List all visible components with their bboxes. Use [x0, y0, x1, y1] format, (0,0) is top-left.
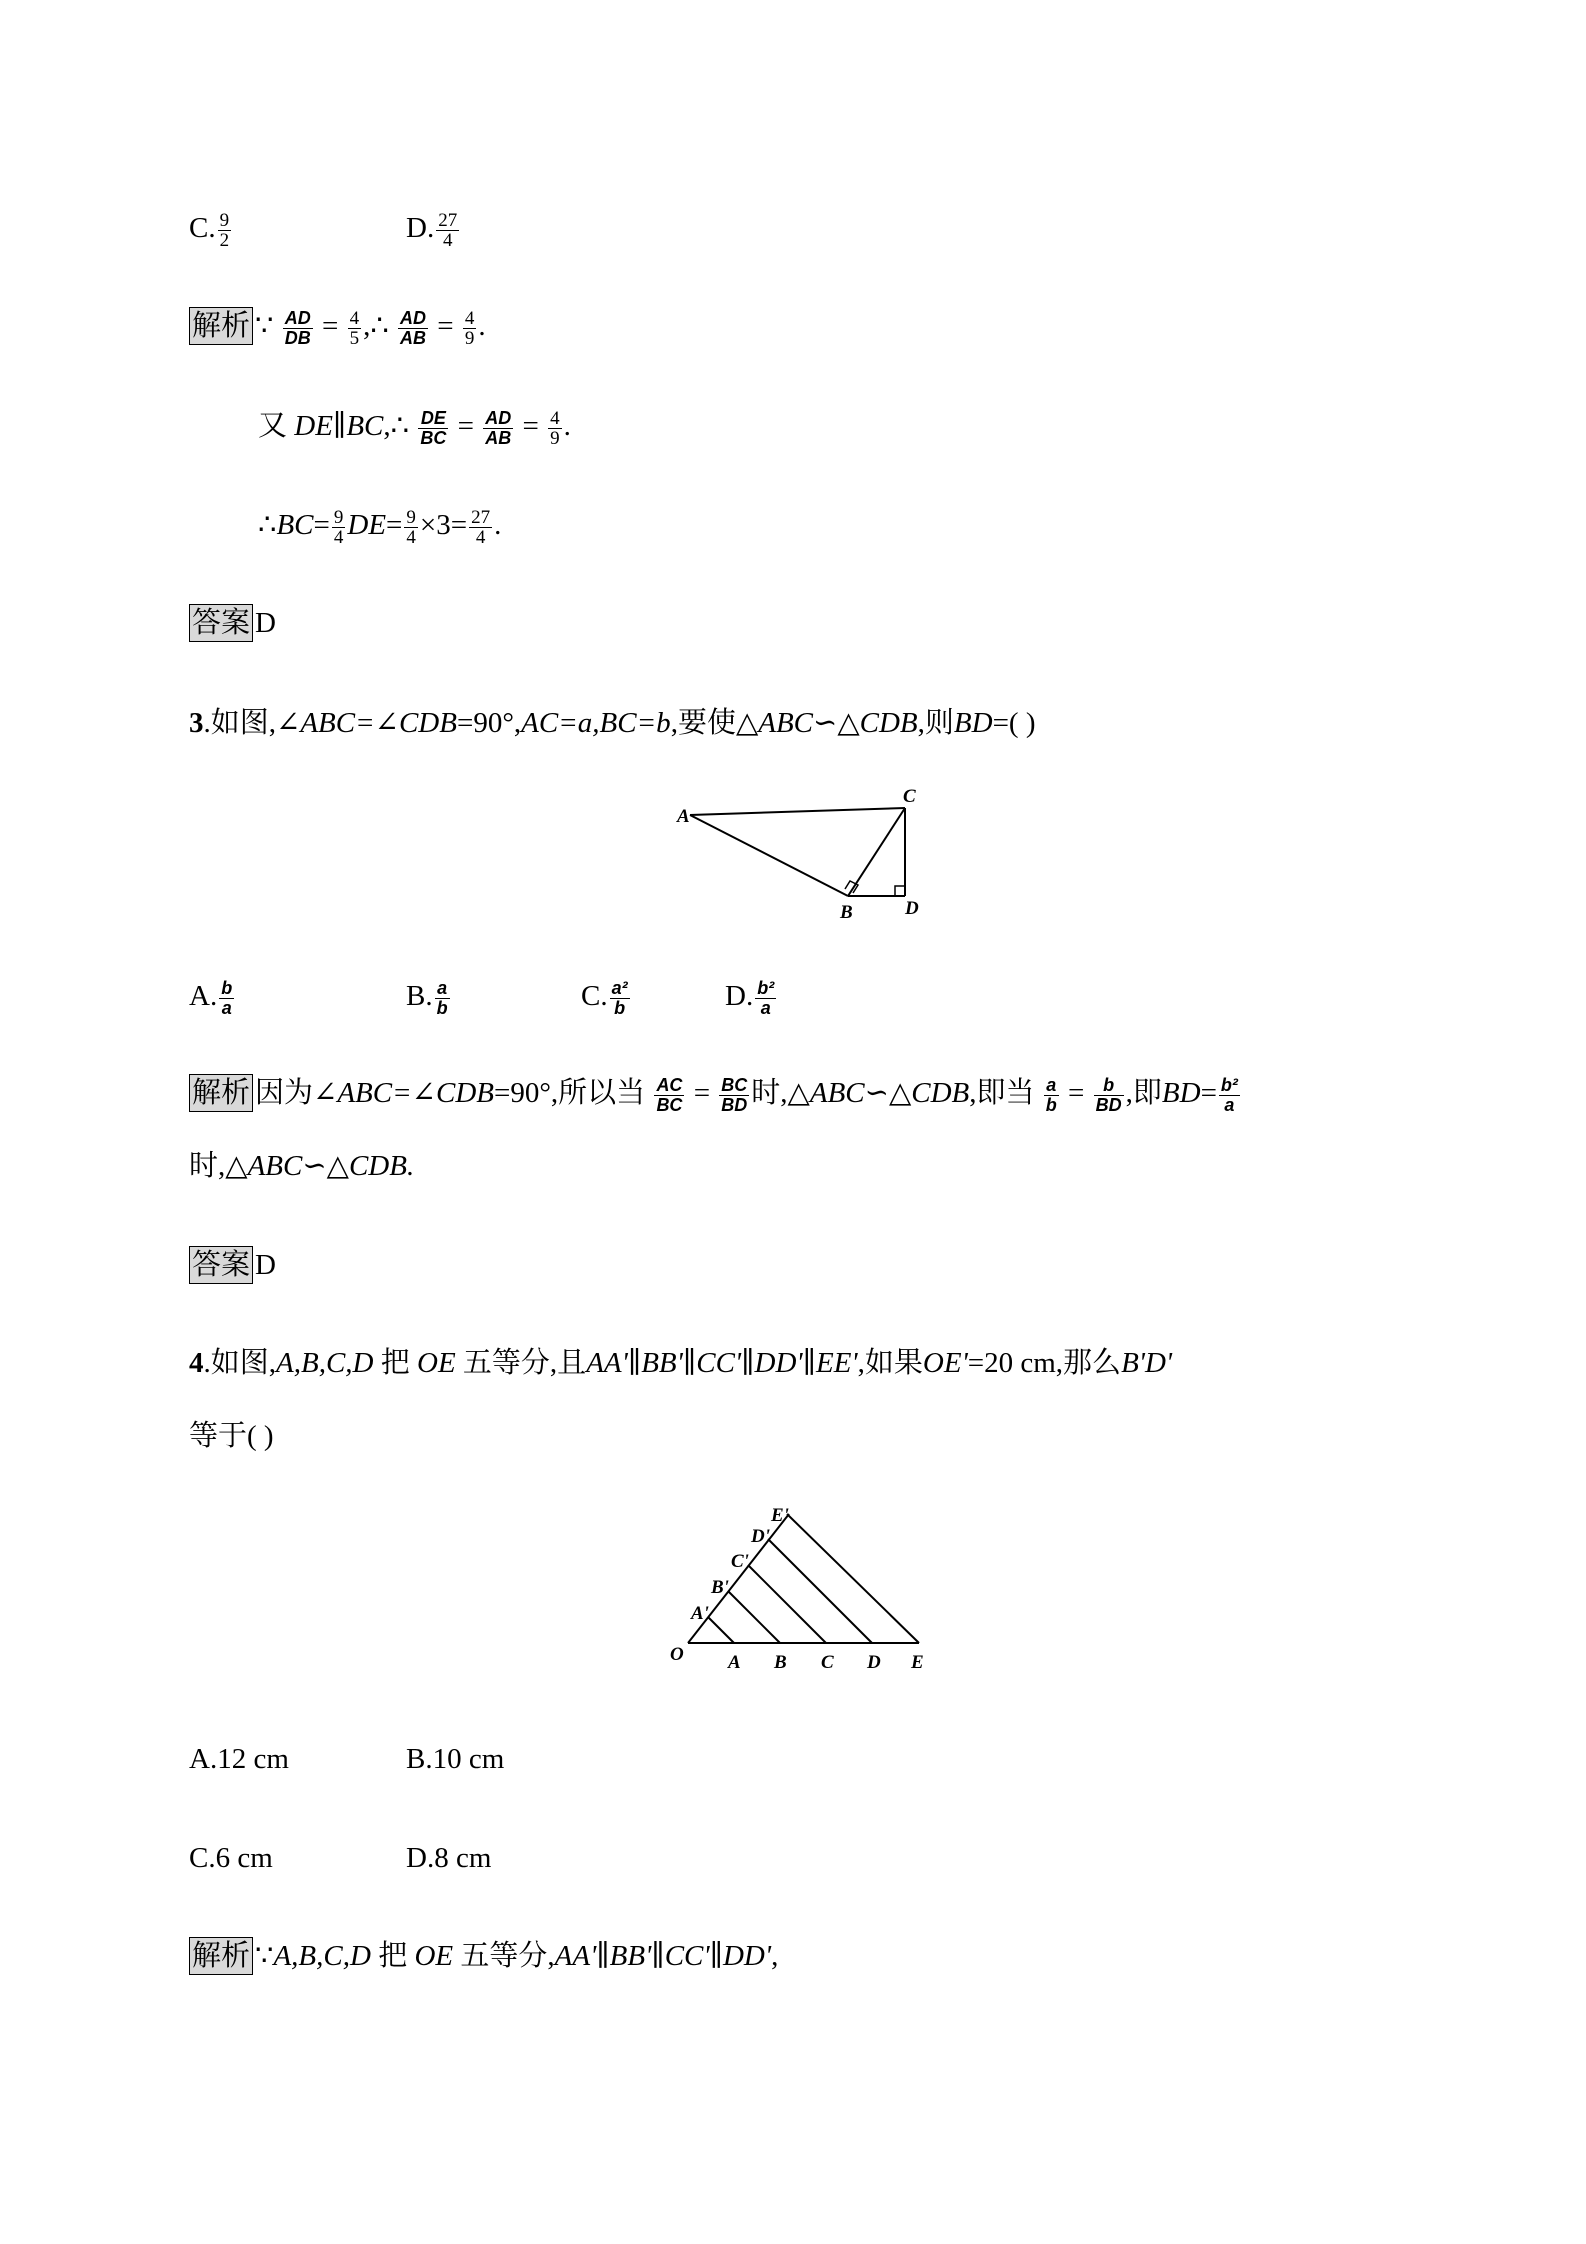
label-c: C [903, 786, 916, 807]
analysis-tag: 解析 [189, 307, 253, 345]
label-e: E [911, 1652, 924, 1673]
parallel-dd1 [768, 1539, 872, 1643]
option-b-q3: B. $\frac{a}{b}$ [406, 977, 448, 1018]
parallel-aa1 [708, 1617, 734, 1643]
fraction: $\frac{27}{4}$ [438, 209, 458, 251]
fraction: $\frac{b}{a}$ [221, 977, 233, 1018]
solution-4-line-1: 解析 ∵A,B,C,D 把 OE 五等分,AA'∥BB'∥CC'∥DD', [189, 1936, 778, 1976]
fraction: $\frac{4}{5}$ [349, 307, 360, 349]
question-4-line-1: 4.如图,A,B,C,D 把 OE 五等分,且AA'∥BB'∥CC'∥DD'∥EE',如果OE'=20 cm,那么B'D' [189, 1347, 1173, 1379]
fraction: $\frac{9}{4}$ [333, 506, 344, 548]
fraction: $\frac{a}{b}$ [436, 977, 448, 1018]
analysis-tag: 解析 [189, 1074, 253, 1112]
option-d-q4: D.8 cm [406, 1842, 492, 1874]
fraction: $\frac{b}{BD}$ [1095, 1074, 1122, 1115]
option-c-q4: C.6 cm [189, 1842, 273, 1874]
label-o: O [670, 1644, 684, 1665]
label-e-prime: E' [771, 1508, 789, 1526]
solution-2-line-3: ∴BC= $\frac{9}{4}$ DE= $\frac{9}{4}$ ×3= $\frac{27}{4}$ . [258, 506, 502, 548]
fraction: $\frac{a}{b}$ [1045, 1074, 1057, 1115]
label-d: D [867, 1652, 881, 1673]
fraction: $\frac{AD}{AB}$ [485, 407, 512, 448]
fraction: $\frac{9}{2}$ [219, 209, 230, 251]
parallel-lines-figure-q4 [660, 1508, 935, 1673]
solution-3-line-2: 时,△ABC∽△CDB. [189, 1150, 415, 1182]
option-c-q3: C. $\frac{\text{a²}}{b}$ [581, 977, 628, 1018]
option-c-prev: C. $\frac{9}{2}$ [189, 209, 230, 251]
option-d-q3: D. $\frac{\text{b²}}{a}$ [725, 977, 775, 1018]
fraction: $\frac{9}{4}$ [406, 506, 416, 548]
label-a: A [677, 806, 690, 827]
fraction: $\frac{DE}{BC}$ [420, 407, 447, 448]
fraction: $\frac{4}{9}$ [550, 407, 560, 449]
answer-3: 答案 D [189, 1245, 276, 1285]
fraction: $\frac{4}{9}$ [464, 307, 475, 349]
fraction: $\frac{BC}{BD}$ [721, 1074, 748, 1115]
label-b: B [840, 902, 853, 923]
segment-ac [690, 808, 905, 815]
segment-bc [848, 808, 905, 896]
fraction: $\frac{AD}{DB}$ [284, 307, 311, 348]
fraction: $\frac{\text{b²}}{a}$ [1220, 1074, 1238, 1115]
parallel-bb1 [728, 1591, 780, 1643]
label-c: C [821, 1652, 834, 1673]
option-b-q4: B.10 cm [406, 1743, 505, 1775]
parallel-cc1 [748, 1565, 826, 1643]
fraction: $\frac{\text{a²}}{b}$ [611, 977, 628, 1018]
answer-tag: 答案 [189, 1246, 253, 1284]
fraction: $\frac{AC}{BC}$ [656, 1074, 683, 1115]
answer-tag: 答案 [189, 604, 253, 642]
right-angle-mark-d [895, 886, 905, 896]
fraction: $\frac{AD}{AB}$ [400, 307, 427, 348]
label-c-prime: C' [731, 1551, 749, 1572]
label-b-prime: B' [711, 1577, 729, 1598]
label-a-prime: A' [691, 1603, 709, 1624]
solution-2-line-1: 解析 ∵ $\frac{AD}{DB}$ = $\frac{4}{5}$ ,∴ $\frac{AD}{AB}$ = $\frac{4}{9}$ . [189, 306, 486, 348]
label-d: D [905, 898, 919, 919]
question-3: 3.如图,∠ABC=∠CDB=90°,AC=a,BC=b,要使△ABC∽△CDB,则BD=( ) [189, 707, 1036, 739]
solution-2-line-2: 又 DE∥BC,∴ $\frac{DE}{BC}$ = $\frac{AD}{AB}$ = $\frac{4}{9}$ . [258, 407, 571, 449]
fraction: $\frac{27}{4}$ [471, 506, 491, 548]
option-d-prev: D. $\frac{27}{4}$ [406, 209, 458, 251]
segment-ab [690, 815, 848, 896]
label-a: A [728, 1652, 741, 1673]
analysis-tag: 解析 [189, 1937, 253, 1975]
label-b: B [774, 1652, 787, 1673]
question-4-line-2: 等于( ) [189, 1420, 274, 1452]
option-a-q3: A. $\frac{b}{a}$ [189, 977, 233, 1018]
solution-3-line-1: 解析 因为∠ABC=∠CDB=90°,所以当 $\frac{AC}{BC}$ = $\frac{BC}{BD}$ 时,△ABC∽△CDB,即当 $\frac{a}{b}$ = $\frac{b}{BD}$ ,即BD= $\frac{\text{b²}}{a}$ [189, 1073, 1242, 1115]
triangle-figure-q3 [665, 782, 935, 927]
answer-2: 答案 D [189, 603, 276, 643]
label-d-prime: D' [751, 1526, 770, 1547]
fraction: $\frac{\text{b²}}{a}$ [757, 977, 775, 1018]
option-a-q4: A.12 cm [189, 1743, 289, 1775]
